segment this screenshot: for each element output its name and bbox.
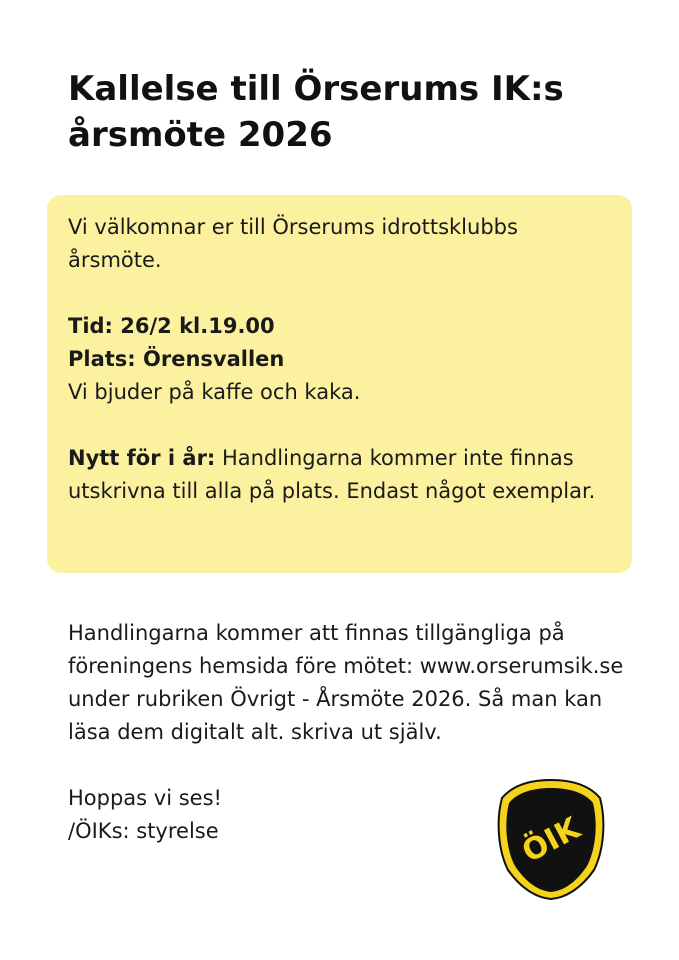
closing-text: Hoppas vi ses!: [68, 786, 222, 810]
title-line-2: årsmöte 2026: [68, 115, 333, 155]
logo-text: ÖIK: [516, 810, 586, 870]
signature-text: /ÖIKs: styrelse: [68, 819, 219, 843]
news-paragraph: [68, 442, 616, 508]
club-logo-icon: [494, 778, 608, 900]
info-box: [47, 195, 632, 573]
news-label: Nytt för i år:: [68, 446, 216, 470]
welcome-text: Vi välkomnar er till Örserums idrottsklubbs årsmöte.: [68, 215, 518, 272]
refreshments-text: Vi bjuder på kaffe och kaka.: [68, 380, 361, 404]
title-line-1: Kallelse till Örserums IK:s: [68, 69, 564, 109]
place-text: Plats: Örensvallen: [68, 347, 285, 371]
documents-paragraph: Handlingarna kommer att finnas tillgängliga på föreningens hemsida före mötet: www.orserumsik.se under rubriken Övrigt - Årsmöte 2026. Så man kan läsa dem digitalt alt. skriva ut själv.: [68, 621, 624, 744]
news-text: Handlingarna kommer inte finnas utskrivna till alla på plats. Endast något exemplar.: [68, 446, 596, 503]
page-title: [68, 66, 628, 158]
time-text: Tid: 26/2 kl.19.00: [68, 314, 275, 338]
